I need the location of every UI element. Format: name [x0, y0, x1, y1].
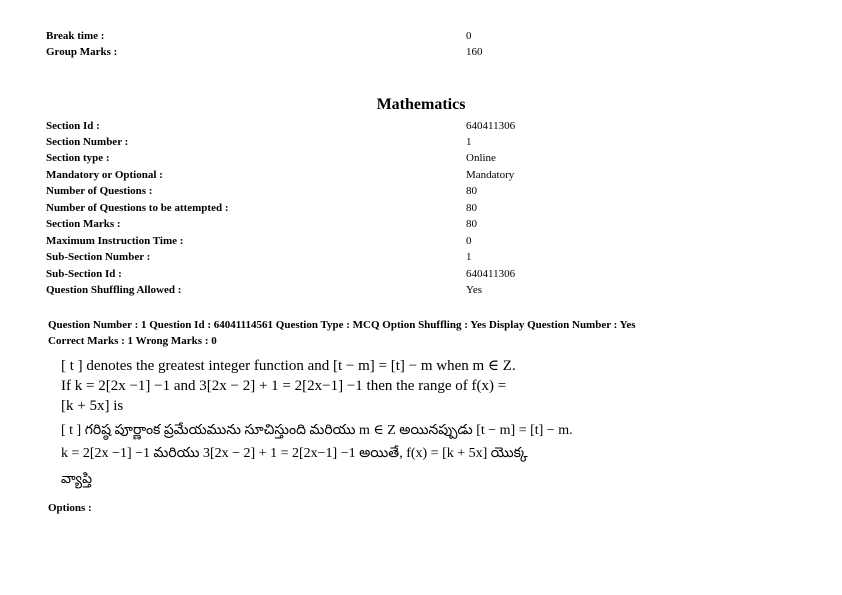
section-detail-label: Section Id : — [46, 120, 100, 132]
question-text-line: [k + 5x] is — [61, 398, 124, 414]
section-detail-value: 80 — [466, 202, 477, 214]
break-time-value: 0 — [466, 30, 472, 42]
question-text-line: [ t ] denotes the greatest integer function and [t − m] = [t] − m when m ∈ Z. — [61, 358, 516, 374]
section-detail-label: Sub-Section Number : — [46, 251, 151, 263]
question-telugu-line: వ్యాప్తి — [61, 472, 93, 487]
section-detail-label: Section type : — [46, 152, 110, 164]
section-detail-value: 80 — [466, 185, 477, 197]
section-detail-label: Question Shuffling Allowed : — [46, 284, 182, 296]
section-detail-value: 0 — [466, 235, 472, 247]
question-telugu-line: k = 2[2x −1] −1 మరియు 3[2x − 2] + 1 = 2[2x−1] −1 అయితే, f(x) = [k + 5x] యొక్క — [61, 446, 528, 461]
section-detail-value: Mandatory — [466, 169, 515, 181]
section-detail-label: Section Marks : — [46, 218, 121, 230]
question-text-line: If k = 2[2x −1] −1 and 3[2x − 2] + 1 = 2[2x−1] −1 then the range of f(x) = — [61, 378, 507, 394]
section-detail-value: 1 — [466, 251, 472, 263]
section-detail-value: 1 — [466, 136, 472, 148]
sub-section-id-row — [0, 267, 842, 281]
section-detail-value: 80 — [466, 218, 477, 230]
group-marks-row — [0, 45, 842, 59]
section-detail-label: Number of Questions : — [46, 185, 153, 197]
question-telugu-line: [ t ] గరిష్ఠ పూర్ణాంక ప్రమేయమును సూచిస్తుంది మరియు m ∈ Z అయినప్పుడు [t − m] = [t] − m. — [61, 423, 573, 438]
section-type-row — [0, 151, 842, 165]
section-detail-value: Yes — [466, 284, 483, 296]
section-detail-value: 640411306 — [466, 120, 516, 132]
question-shuffling-row — [0, 283, 842, 297]
break-time-label: Break time : — [46, 30, 105, 42]
question-marks-line: Correct Marks : 1 Wrong Marks : 0 — [48, 335, 217, 347]
questions-to-attempt-row — [0, 201, 842, 215]
sub-section-number-row — [0, 250, 842, 264]
section-detail-label: Sub-Section Id : — [46, 268, 122, 280]
section-detail-value: 640411306 — [466, 268, 516, 280]
section-number-row — [0, 135, 842, 149]
break-time-row — [0, 29, 842, 43]
question-meta-line: Question Number : 1 Question Id : 64041114561 Question Type : MCQ Option Shuffling : Yes Display Question Number : Yes — [48, 319, 636, 331]
number-of-questions-row — [0, 184, 842, 198]
options-label: Options : — [48, 502, 92, 514]
section-detail-label: Section Number : — [46, 136, 129, 148]
max-instruction-time-row — [0, 234, 842, 248]
section-id-row — [0, 119, 842, 133]
mandatory-row — [0, 168, 842, 182]
section-detail-value: Online — [466, 152, 496, 164]
group-marks-value: 160 — [466, 46, 483, 58]
group-marks-label: Group Marks : — [46, 46, 118, 58]
section-marks-row — [0, 217, 842, 231]
section-detail-label: Maximum Instruction Time : — [46, 235, 184, 247]
section-title: Mathematics — [376, 96, 466, 113]
section-detail-label: Mandatory or Optional : — [46, 169, 163, 181]
section-detail-label: Number of Questions to be attempted : — [46, 202, 229, 214]
